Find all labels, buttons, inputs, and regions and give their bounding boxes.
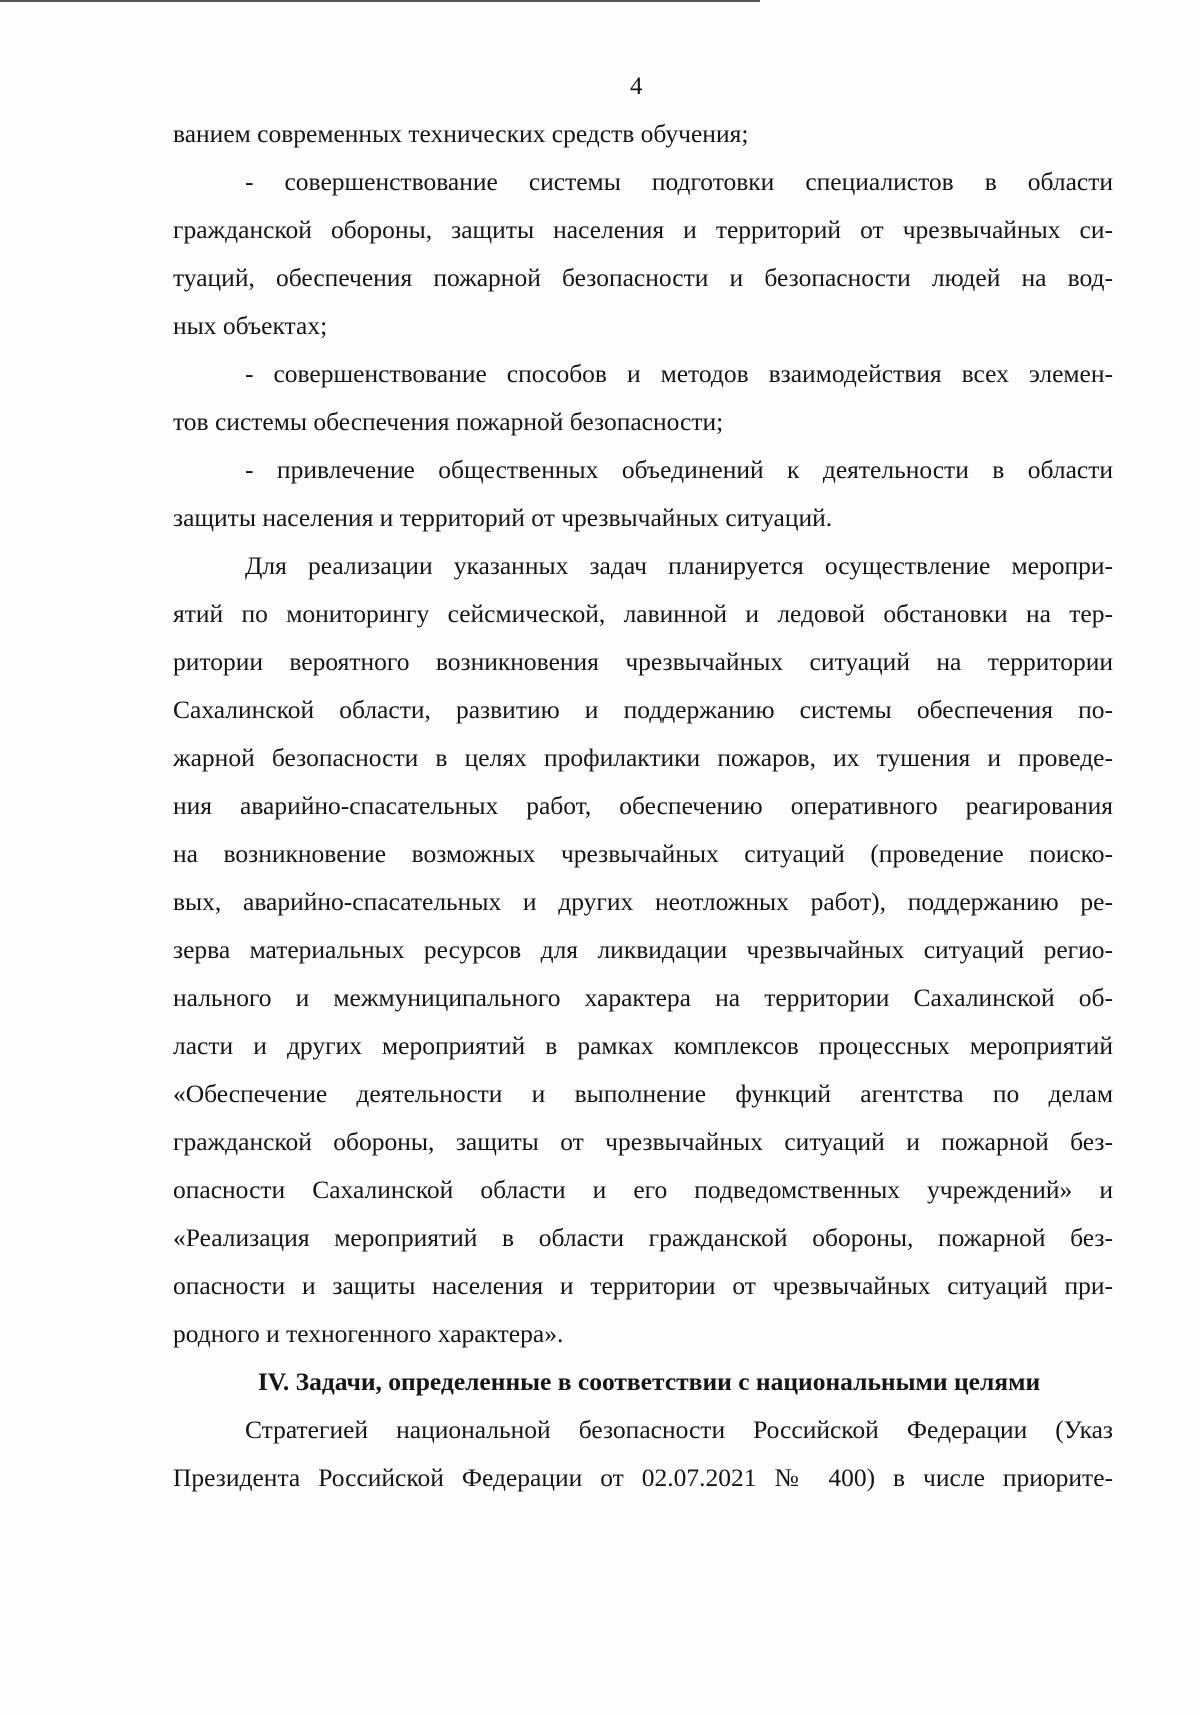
text-line: гражданской обороны, защиты от чрезвычайных ситуаций и пожарной без- — [173, 1127, 1113, 1156]
text-line: опасности и защиты населения и территории от чрезвычайных ситуаций при- — [173, 1271, 1113, 1300]
text-line: тов системы обеспечения пожарной безопасности; — [173, 407, 724, 436]
text-line: Сахалинской области, развитию и поддержанию системы обеспечения по- — [173, 695, 1113, 724]
text-line: ласти и других мероприятий в рамках комплексов процессных мероприятий — [173, 1031, 1113, 1060]
text-line: «Реализация мероприятий в области гражданской обороны, пожарной без- — [173, 1223, 1113, 1252]
text-line: родного и техногенного характера». — [173, 1319, 564, 1348]
text-line: - совершенствование системы подготовки специалистов в области — [245, 167, 1113, 196]
text-line: ния аварийно-спасательных работ, обеспечению оперативного реагирования — [173, 791, 1113, 820]
text-line: защиты населения и территорий от чрезвычайных ситуаций. — [173, 503, 833, 532]
text-line: Президента Российской Федерации от 02.07.2021 № 400) в числе приорите- — [173, 1463, 1113, 1492]
text-line: - привлечение общественных объединений к деятельности в области — [245, 455, 1113, 484]
text-line: туаций, обеспечения пожарной безопасности и безопасности людей на вод- — [173, 263, 1113, 292]
text-line: вых, аварийно-спасательных и других неотложных работ), поддержанию ре- — [173, 887, 1113, 916]
text-line: нального и межмуниципального характера на территории Сахалинской об- — [173, 983, 1113, 1012]
text-line: на возникновение возможных чрезвычайных ситуаций (проведение поиско- — [173, 839, 1113, 868]
text-line: ритории вероятного возникновения чрезвычайных ситуаций на территории — [173, 647, 1113, 676]
section-heading: IV. Задачи, определенные в соответствии с национальными целями — [257, 1367, 1041, 1396]
body-text — [173, 110, 1113, 1502]
text-line: опасности Сахалинской области и его подведомственных учреждений» и — [173, 1175, 1113, 1204]
text-line: ятий по мониторингу сейсмической, лавинной и ледовой обстановки на тер- — [173, 599, 1113, 628]
text-line: жарной безопасности в целях профилактики пожаров, их тушения и проведе- — [173, 743, 1113, 772]
text-line: зерва материальных ресурсов для ликвидации чрезвычайных ситуаций регио- — [173, 935, 1113, 964]
text-line: гражданской обороны, защиты населения и территорий от чрезвычайных си- — [173, 215, 1113, 244]
text-line: - совершенствование способов и методов взаимодействия всех элемен- — [245, 359, 1113, 388]
text-line: Для реализации указанных задач планируется осуществление меропри- — [245, 551, 1113, 580]
text-line: «Обеспечение деятельности и выполнение функций агентства по делам — [173, 1079, 1113, 1108]
page-number: 4 — [630, 73, 643, 100]
top-scan-edge — [0, 0, 760, 2]
text-line: ванием современных технических средств обучения; — [173, 119, 749, 148]
text-line: ных объектах; — [173, 311, 328, 340]
text-line: Стратегией национальной безопасности Российской Федерации (Указ — [245, 1415, 1113, 1444]
